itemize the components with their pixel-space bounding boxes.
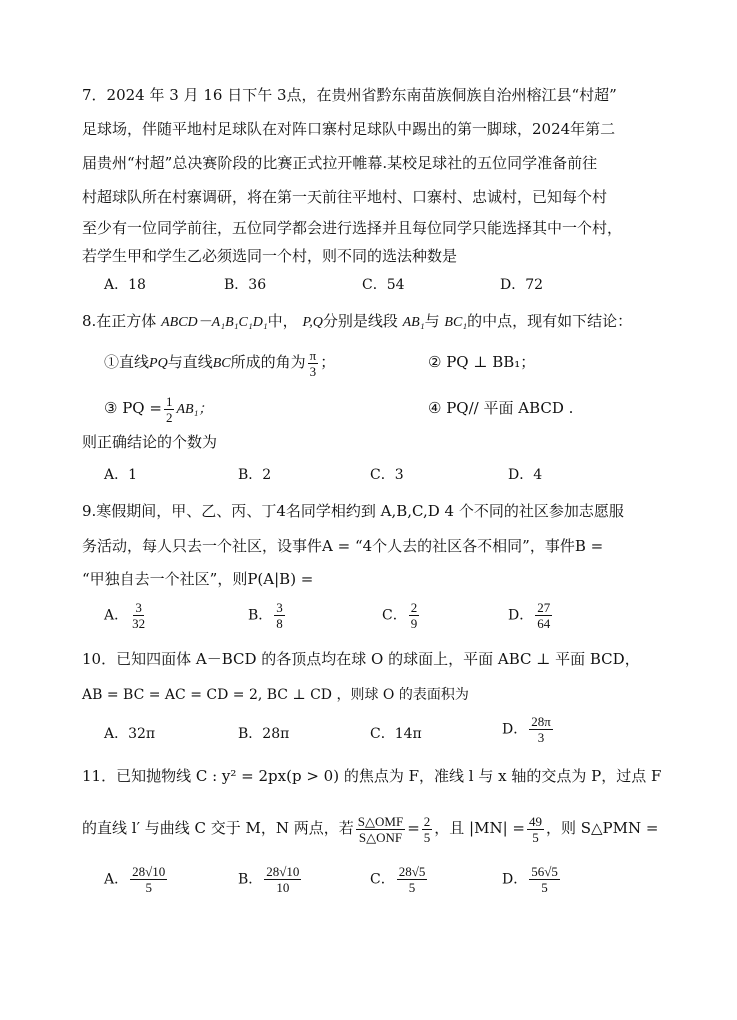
one-half-fraction: $\frac{1}{2}$ bbox=[165, 393, 173, 425]
q9-line-2: 务活动，每人只去一个社区，设事件A = “4个人去的社区各不相同”，事件B = bbox=[82, 537, 604, 555]
q8-stem: 8.在正方体 ABCD－A₁B₁C₁D₁中， P,Q分别是线段 AB₁与 BC₁的中点，现有如下结论： bbox=[82, 312, 633, 330]
q7-line-4: 村超球队所在村寨调研，将在第一天前往平地村、口寨村、忠诚村，已知每个村 bbox=[82, 188, 608, 206]
q11-line-1: 11．已知抛物线 C : y² = 2px(p > 0) 的焦点为 F，准线 l 与 x 轴的交点为 P，过点 F bbox=[82, 767, 662, 785]
q10-option-d: D． $\frac{28\pi}{3}$ bbox=[502, 714, 551, 745]
q11-option-d: D． $\frac{56√5}{5}$ bbox=[502, 864, 558, 895]
q7-option-b: B．36 bbox=[224, 277, 267, 293]
q11-option-a: A． $\frac{28√10}{5}$ bbox=[104, 864, 166, 895]
q9-line-3: “甲独自去一个社区”，则P(A|B) = bbox=[82, 570, 314, 588]
q8-conclusion-2: ② PQ ⊥ BB₁； bbox=[428, 353, 536, 371]
q8-question: 则正确结论的个数为 bbox=[82, 433, 218, 451]
q8-option-c: C．3 bbox=[370, 467, 404, 483]
q7-option-c: C．54 bbox=[362, 277, 405, 293]
q10-line-1: 10．已知四面体 A－BCD 的各顶点均在球 O 的球面上，平面 ABC ⊥ 平面 BCD， bbox=[82, 650, 640, 668]
q11-option-c: C． $\frac{28√5}{5}$ bbox=[370, 864, 426, 895]
q9-option-b: B． $\frac{3}{8}$ bbox=[248, 600, 283, 631]
q8-conclusion-4: ④ PQ// 平面 ABCD . bbox=[428, 399, 574, 417]
q7-option-d: D．72 bbox=[500, 277, 544, 293]
q7-line-5: 至少有一位同学前往，五位同学都会进行选择并且每位同学只能选择其中一个村， bbox=[82, 219, 623, 237]
q11-option-b: B． $\frac{28√10}{10}$ bbox=[238, 864, 300, 895]
q8-option-b: B．2 bbox=[238, 467, 272, 483]
q10-option-b: B．28π bbox=[238, 726, 290, 742]
q8-option-d: D．4 bbox=[508, 467, 543, 483]
q9-option-a: A． $\frac{3}{32}$ bbox=[104, 600, 146, 631]
q9-line-1: 9.寒假期间，甲、乙、丙、丁4名同学相约到 A,B,C,D 4 个不同的社区参加志愿服 bbox=[82, 502, 624, 520]
q11-line-2: 的直线 l′ 与曲线 C 交于 M，N 两点，若 $\frac{\text{S△OMF}}{\text{S△ONF}}$ = $\frac{2}{5}$ ，且 |MN| = $\frac{49}{5}$ ，则 S△PMN = bbox=[82, 813, 659, 845]
q7-line-1: 7．2024 年 3 月 16 日下午 3点，在贵州省黔东南苗族侗族自治州榕江县“村超” bbox=[82, 86, 617, 104]
q7-line-3: 届贵州“村超”总决赛阶段的比赛正式拉开帷幕.某校足球社的五位同学准备前往 bbox=[82, 154, 598, 172]
area-ratio-fraction: $\frac{\text{S△OMF}}{\text{S△ONF}}$ bbox=[357, 813, 404, 845]
q9-option-c: C． $\frac{2}{9}$ bbox=[382, 600, 418, 631]
q10-option-a: A．32π bbox=[104, 726, 156, 742]
q8-conclusion-1: ①直线PQ与直线BC所成的角为 $\frac{\pi}{3}$ ； bbox=[104, 347, 336, 379]
pi-over-3-fraction: $\frac{\pi}{3}$ bbox=[309, 347, 317, 379]
q7-line-2: 足球场，伴随平地村足球队在对阵口寨村足球队中踢出的第一脚球，2024年第二 bbox=[82, 120, 616, 138]
q7-option-a: A．18 bbox=[104, 277, 146, 293]
q10-option-c: C．14π bbox=[370, 726, 422, 742]
q7-line-6: 若学生甲和学生乙必须选同一个村，则不同的选法种数是 bbox=[82, 247, 458, 265]
q8-conclusion-3: ③ PQ = $\frac{1}{2}$ AB₁； bbox=[104, 393, 213, 425]
q10-line-2: AB = BC = AC = CD = 2, BC ⊥ CD ，则球 O 的表面积为 bbox=[82, 687, 469, 703]
q9-option-d: D． $\frac{27}{64}$ bbox=[508, 600, 551, 631]
q8-option-a: A．1 bbox=[104, 467, 138, 483]
